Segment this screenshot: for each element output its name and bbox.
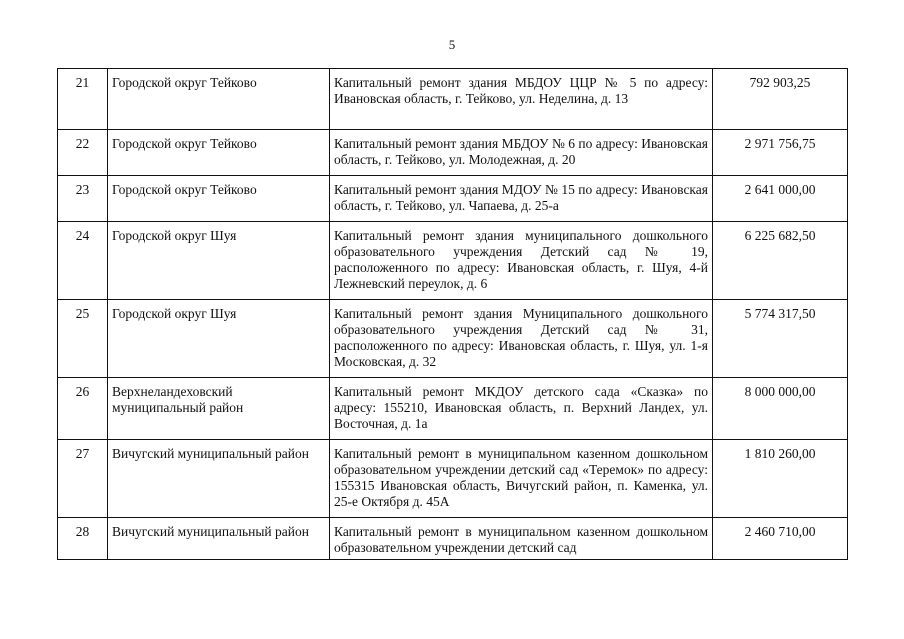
row-number: 28 <box>58 518 108 560</box>
page-number: 5 <box>448 37 456 52</box>
table-row <box>58 176 848 222</box>
table-row <box>58 222 848 300</box>
amount-cell: 792 903,25 <box>713 69 848 130</box>
row-number: 21 <box>58 69 108 130</box>
municipality-cell: Вичугский муниципальный район <box>108 518 330 560</box>
row-number: 26 <box>58 378 108 440</box>
funding-table <box>57 68 848 560</box>
table-row <box>58 69 848 130</box>
municipality-cell: Городской округ Шуя <box>108 222 330 300</box>
table-row <box>58 378 848 440</box>
object-description-cell: Капитальный ремонт в муниципальном казенном дошкольном образовательном учреждении детский сад «Теремок» по адресу: 155315 Ивановская область, Вичугский район, п. Каменка, ул. 25-е Октября д. 45А <box>330 440 713 518</box>
row-number: 27 <box>58 440 108 518</box>
object-description-cell: Капитальный ремонт в муниципальном казенном дошкольном образовательном учреждении детский сад <box>330 518 713 560</box>
row-number: 24 <box>58 222 108 300</box>
amount-cell: 8 000 000,00 <box>713 378 848 440</box>
amount-cell: 2 460 710,00 <box>713 518 848 560</box>
table-row <box>58 440 848 518</box>
object-description-cell: Капитальный ремонт здания муниципального дошкольного образовательного учреждения Детский сад № 19, расположенного по адресу: Ивановская область, г. Шуя, 4-й Лежневский переулок, д. 6 <box>330 222 713 300</box>
row-number: 25 <box>58 300 108 378</box>
object-description-cell: Капитальный ремонт здания МБДОУ № 6 по адресу: Ивановская область, г. Тейково, ул. Молодежная, д. 20 <box>330 130 713 176</box>
amount-cell: 2 971 756,75 <box>713 130 848 176</box>
object-description-cell: Капитальный ремонт здания Муниципального дошкольного образовательного учреждения Детский сад № 31, расположенного по адресу: Ивановская область, г. Шуя, ул. 1-я Московская, д. 32 <box>330 300 713 378</box>
municipality-cell: Городской округ Тейково <box>108 69 330 130</box>
table-row <box>58 130 848 176</box>
amount-cell: 6 225 682,50 <box>713 222 848 300</box>
row-number: 22 <box>58 130 108 176</box>
municipality-cell: Городской округ Шуя <box>108 300 330 378</box>
municipality-cell: Городской округ Тейково <box>108 130 330 176</box>
row-number: 23 <box>58 176 108 222</box>
table-row <box>58 518 848 560</box>
table-row <box>58 300 848 378</box>
object-description-cell: Капитальный ремонт здания МДОУ № 15 по адресу: Ивановская область, г. Тейково, ул. Чапаева, д. 25-а <box>330 176 713 222</box>
amount-cell: 2 641 000,00 <box>713 176 848 222</box>
municipality-cell: Городской округ Тейково <box>108 176 330 222</box>
amount-cell: 1 810 260,00 <box>713 440 848 518</box>
object-description-cell: Капитальный ремонт МКДОУ детского сада «Сказка» по адресу: 155210, Ивановская область, п. Верхний Ландех, ул. Восточная, д. 1а <box>330 378 713 440</box>
object-description-cell: Капитальный ремонт здания МБДОУ ЦЦР № 5 по адресу: Ивановская область, г. Тейково, ул. Неделина, д. 13 <box>330 69 713 130</box>
amount-cell: 5 774 317,50 <box>713 300 848 378</box>
municipality-cell: Верхнеландеховский муниципальный район <box>108 378 330 440</box>
municipality-cell: Вичугский муниципальный район <box>108 440 330 518</box>
